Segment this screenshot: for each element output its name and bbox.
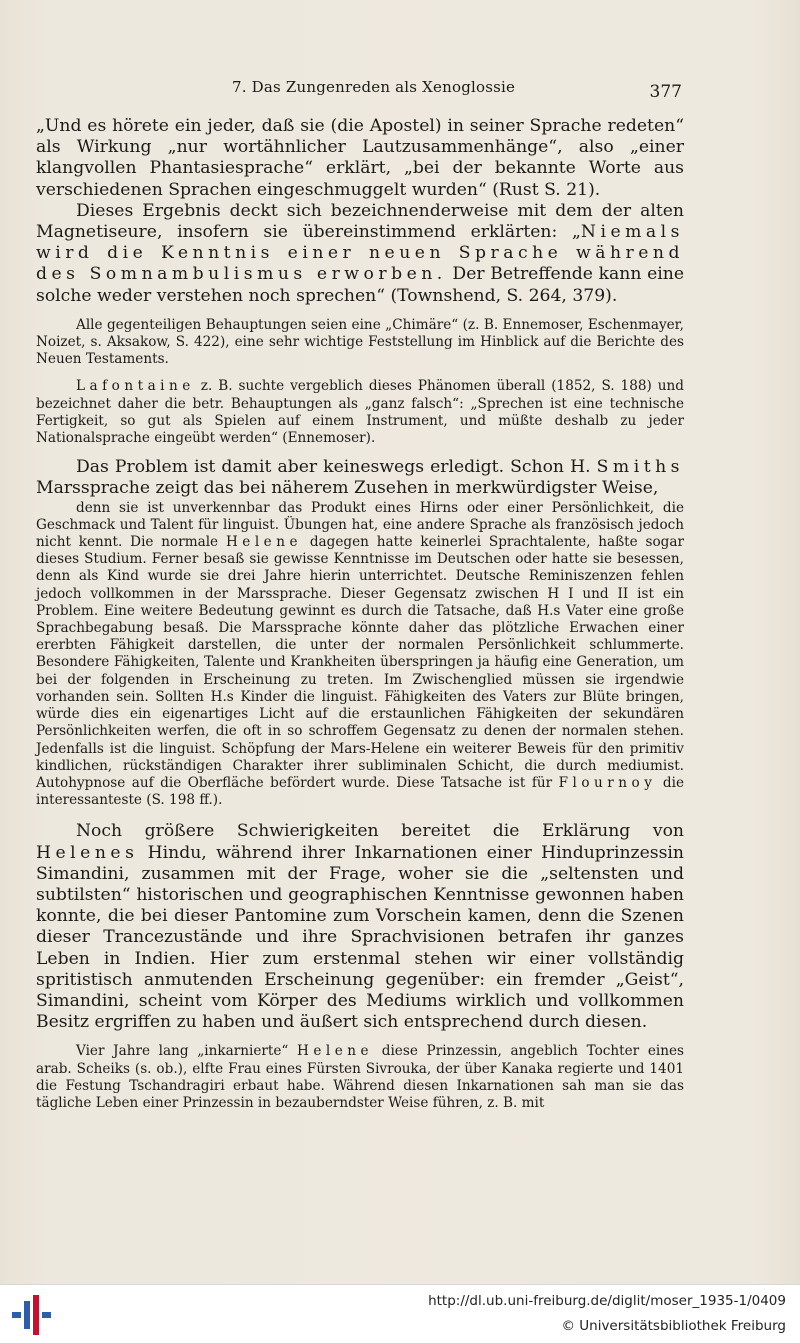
paragraph-2-start: Dieses Ergebnis deckt sich bezeichnenderweise mit dem der alten Magnetiseure, insofern sie übereinstimmend erklärten: „ [36,200,684,243]
note-3-part-3: die interessanteste (S. 198 ff.). [36,774,684,809]
page-number: 377 [649,82,682,102]
name-flournoy: Flournoy [558,774,657,791]
copyright-notice: © Universitätsbibliothek Freiburg [561,1318,786,1334]
name-smiths: Smiths [596,457,684,478]
name-lafontaine: Lafontaine [76,378,195,395]
spaced-quote: Niemals wird die Kenntnis einer neuen Sprache während des Somnambulismus erworben. [36,222,684,285]
page-body [36,116,684,1112]
note-2 [36,378,684,447]
permalink[interactable]: http://dl.ub.uni-freiburg.de/diglit/moser_1935-1/0409 [428,1293,786,1309]
name-helene-2: Helene [297,1043,374,1060]
paragraph-4 [36,821,684,1033]
note-4-start: Vier Jahre lang „inkarnierte“ [76,1043,297,1060]
note-1: Alle gegenteiligen Behauptungen seien eine „Chimäre“ (z. B. Ennemoser, Eschenmayer, Noizet, s. Aksakow, S. 422), eine sehr wichtige Feststellung im Hinblick auf die Berichte des Neuen Testaments. [36,316,684,368]
paragraph-3 [36,457,684,499]
chapter-title: 7. Das Zungenreden als Xenoglossie [232,78,516,96]
name-helene: Helene [225,534,303,551]
paragraph-3-end: Marssprache zeigt das bei näherem Zusehen in merkwürdigster Weise, [36,478,659,499]
paragraph-4-start: Noch größere Schwierigkeiten bereitet die Erklärung von [76,821,684,842]
running-header [36,78,686,102]
note-4 [36,1043,684,1112]
note-3 [36,500,684,810]
note-3-part-1: denn sie ist unverkennbar das Produkt eines Hirns oder einer Persönlichkeit, die Geschmack und Talent für linguist. Übungen hat, eine andere Sprache als französisch jedoch nicht kennt. Die normale [36,499,684,551]
paragraph-3-start: Das Problem ist damit aber keineswegs erledigt. Schon H. [76,457,597,478]
note-4-end: diese Prinzessin, angeblich Tochter eines arab. Scheiks (s. ob.), elfte Frau eines Fürsten Sivrouka, der über Kanaka regierte und 1401 die Festung Tschandragiri erbaut habe. Während diesen Inkarnationen sah man sie das tägliche Leben einer Prinzessin in bezauberndster Weise führen, z. B. mit [36,1043,684,1111]
paragraph-2-end: Der Betreffende kann eine solche weder verstehen noch sprechen“ (Townshend, S. 264, 379). [36,264,684,306]
ub-freiburg-logo-icon [12,1295,52,1335]
name-helenes: Helenes [36,842,139,863]
library-footer [0,1284,800,1343]
paragraph-2 [36,201,684,307]
note-3-part-2: dagegen hatte keinerlei Sprachtalente, haßte sogar dieses Studium. Ferner besaß sie gewisse Kenntnisse im Deutschen oder hatte sie besessen, denn als Kind wurde sie drei Jahre hierin unterrichtet. Deutsche Reminiszenzen fehlen jedoch vollkommen in der Marssprache. Dieser Gegensatz zwischen H I und II ist ein Problem. Eine weitere Bedeutung gewinnt es durch die Tatsache, daß H.s Vater eine große Sprachbegabung besaß. Die Marssprache könnte daher das plötzliche Erwachen einer ererbten Fähigkeit darstellen, die unter der normalen Persönlichkeit schlummerte. Besondere Fähigkeiten, Talente und Krankheiten überspringen ja häufig eine Generation, um bei der folgenden in Erscheinung zu treten. Im Zwischenglied müssen sie irgendwie vorhanden sein. Sollten H.s Kinder die linguist. Fähigkeiten des Vaters zur Blüte bringen, würde dies ein eigenartiges Licht auf die erstaunlichen Fähigkeiten der sekundären Persönlichkeiten werfen, die oft in so schroffem Gegensatz zu denen der normalen stehen. Jedenfalls ist die linguist. Schöpfung der Mars-Helene ein weiterer Beweis für den primitiv kindlichen, rückständigen Charakter ihrer subliminalen Schicht, die durch mediumist. Autohypnose auf die Oberfläche befördert wurde. Diese Tatsache ist für [36,534,684,791]
paragraph-4-end: Hindu, während ihrer Inkarnationen einer Hinduprinzessin Simandini, zusammen mit der Frage, woher sie die „seltensten und subtilsten“ historischen und geographischen Kenntnisse gewonnen haben konnte, die bei dieser Pantomine zum Vorschein kamen, denn die Szenen dieser Trancezustände und ihre Sprachvisionen betrafen ihr ganzes Leben in Indien. Hier zum erstenmal stehen wir einer vollständig spritistisch anmutenden Erscheinung gegenüber: ein fremder „Geist“, Simandini, scheint vom Körper des Mediums wirklich und vollkommen Besitz ergriffen zu haben und äußert sich entsprechend durch diesen. [36,842,684,1033]
note-2-text: z. B. suchte vergeblich dieses Phänomen überall (1852, S. 188) und bezeichnet daher die betr. Behauptungen als „ganz falsch“: „Sprechen ist eine technische Fertigkeit, so gut als Spielen auf einem Instrument, und müßte deshalb zu jeder Nationalsprache eingeübt werden“ (Ennemoser). [36,378,684,447]
paragraph-1: „Und es hörete ein jeder, daß sie (die Apostel) in seiner Sprache redeten“ als Wirkung „nur wortähnlicher Lautzusammenhänge“, also „einer klangvollen Phantasiesprache“ erklärt, „bei der bekannte Worte aus verschiedenen Sprachen eingeschmuggelt wurden“ (Rust S. 21). [36,116,684,200]
